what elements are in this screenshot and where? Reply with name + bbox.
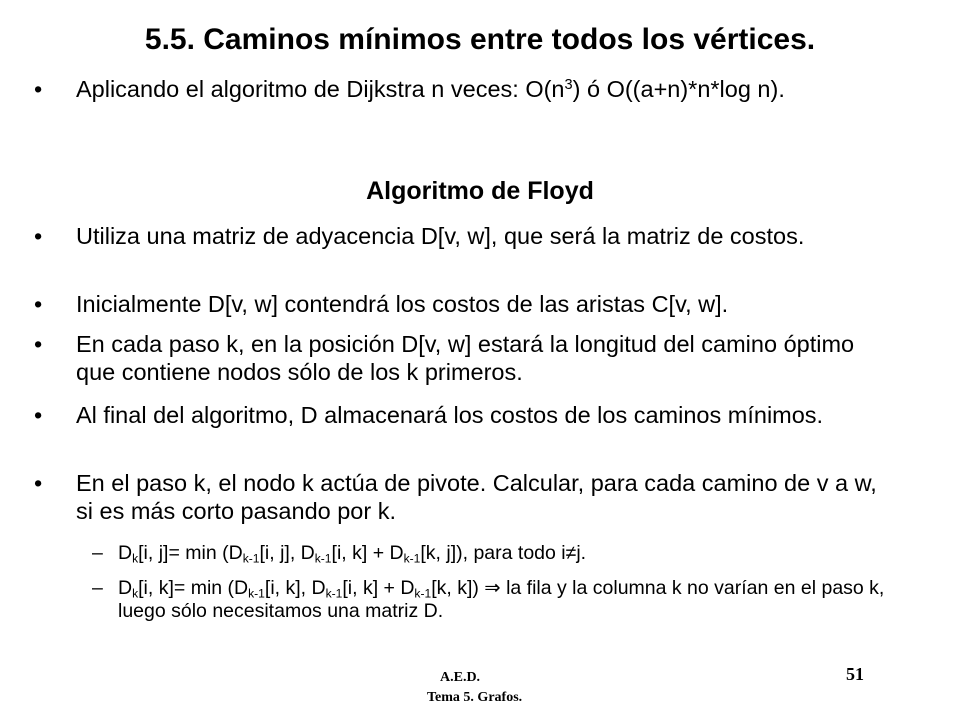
slide-title: 5.5. Caminos mínimos entre todos los vértices. bbox=[144, 23, 816, 56]
formula-item bbox=[92, 577, 912, 623]
bullet-marker: • bbox=[34, 331, 43, 357]
bullet-item bbox=[34, 222, 894, 250]
footer-course: A.E.D. bbox=[440, 670, 481, 685]
bullet-marker: • bbox=[34, 402, 43, 428]
formula-text: $D_k[i$, $k]= \min (D_{k-1}[i$, k], $D_{k-1}[i$, $k] + D_{k-1}[k$, k]) ⇒ la fila y la columna k no varían en el paso k, luego sólo necesitamos una matriz D. bbox=[118, 577, 885, 622]
bullet-marker: • bbox=[34, 76, 43, 102]
bullet-item bbox=[34, 290, 894, 318]
bullet-text: Aplicando el algoritmo de Dijkstra n veces: $O(n^3)$ ó O((a+n)*n*log n). bbox=[76, 76, 785, 102]
implies-symbol: ⇒ bbox=[484, 577, 501, 599]
not-equal-symbol: ≠ bbox=[565, 542, 577, 564]
bullet-text: Utiliza una matriz de adyacencia D[v, w], que será la matriz de costos. bbox=[76, 223, 805, 249]
bullet-item bbox=[34, 401, 894, 429]
bullet-dijkstra bbox=[34, 75, 894, 103]
footer-topic: Tema 5. Grafos. bbox=[427, 690, 523, 705]
bullet-marker: • bbox=[34, 291, 43, 317]
section-heading: Algoritmo de Floyd bbox=[366, 177, 594, 205]
bullet-text: Inicialmente D[v, w] contendrá los costos de las aristas C[v, w]. bbox=[76, 291, 729, 317]
formula-text: $D_k[i$, $j]= \min (D_{k-1}[i$, j], $D_{k-1}[i$, $k] + D_{k-1}[k$, j]), para todo i≠j. bbox=[118, 542, 587, 566]
bullet-text: Al final del algoritmo, D almacenará los costos de los caminos mínimos. bbox=[76, 402, 824, 428]
bullet-text: En el paso k, el nodo k actúa de pivote. Calcular, para cada camino de v a w, si es más corto pasando por k. bbox=[76, 470, 877, 524]
bullet-text: En cada paso k, en la posición D[v, w] estará la longitud del camino óptimo que contiene nodos sólo de los k primeros. bbox=[76, 331, 855, 385]
dash-marker: – bbox=[92, 577, 103, 599]
bullet-item bbox=[34, 469, 894, 525]
bullet-marker: • bbox=[34, 470, 43, 496]
exponent: 3 bbox=[564, 77, 573, 93]
bullet-marker: • bbox=[34, 223, 43, 249]
dash-marker: – bbox=[92, 542, 103, 564]
page-number: 51 bbox=[846, 664, 864, 684]
formula-item bbox=[92, 542, 912, 565]
bullet-item bbox=[34, 330, 894, 386]
